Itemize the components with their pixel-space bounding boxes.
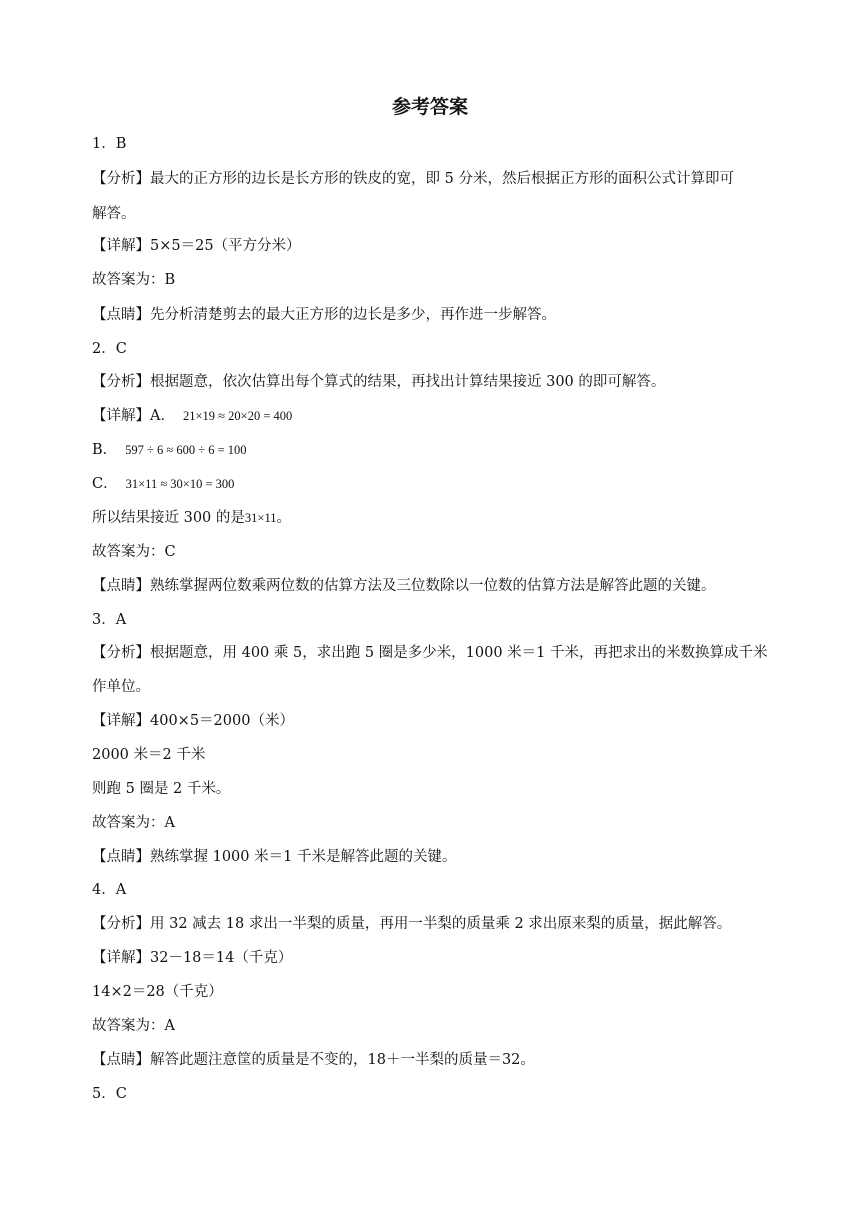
q3-step-3: 则跑 5 圈是 2 千米。 — [92, 781, 231, 797]
q2-c-formula: 31×11 ≈ 30×10 = 300 — [125, 477, 235, 491]
q3-comment: 【点睛】熟练掌握 1000 米＝1 千米是解答此题的关键。 — [92, 849, 457, 865]
q2-b-prefix: B． — [92, 442, 118, 458]
q2-detail-a — [92, 406, 790, 426]
q4-analysis: 【分析】用 32 减去 18 求出一半梨的质量，再用一半梨的质量乘 2 求出原来梨的质量，据此解答。 — [92, 916, 732, 932]
q2-c-prefix: C． — [92, 476, 118, 492]
q3-step-2: 2000 米＝2 千米 — [92, 747, 206, 763]
q3-analysis-line-2: 作单位。 — [92, 679, 150, 695]
q3-analysis-line-1: 【分析】根据题意，用 400 乘 5，求出跑 5 圈是多少米，1000 米＝1 千米，再把求出的米数换算成千米 — [92, 645, 768, 661]
q2-detail-prefix: 【详解】A． — [92, 408, 175, 424]
q2-result-formula: 31×11 — [244, 511, 277, 525]
q2-detail-b — [92, 440, 790, 460]
q2-detail-c — [92, 474, 790, 494]
q1-comment: 【点睛】先分析清楚剪去的最大正方形的边长是多少，再作进一步解答。 — [92, 307, 556, 323]
q2-b-formula: 597 ÷ 6 ≈ 600 ÷ 6 = 100 — [125, 443, 247, 457]
q4-step-2: 14×2＝28（千克） — [92, 984, 223, 1000]
q1-analysis-line-1: 【分析】最大的正方形的边长是长方形的铁皮的宽，即 5 分米，然后根据正方形的面积公式计算即可 — [92, 171, 734, 187]
q2-comment: 【点睛】熟练掌握两位数乘两位数的估算方法及三位数除以一位数的估算方法是解答此题的关键。 — [92, 578, 716, 594]
q4-number: 4．A — [92, 882, 127, 898]
q4-detail: 【详解】32－18＝14（千克） — [92, 950, 293, 966]
q5-number: 5．C — [92, 1086, 127, 1102]
q2-result-end: 。 — [276, 510, 291, 526]
q1-answer: 故答案为：B — [92, 272, 176, 288]
q4-comment: 【点睛】解答此题注意筐的质量是不变的，18＋一半梨的质量＝32。 — [92, 1052, 535, 1068]
q1-detail: 【详解】5×5＝25（平方分米） — [92, 238, 301, 254]
q1-number: 1．B — [92, 136, 127, 152]
q3-number: 3．A — [92, 612, 127, 628]
q2-answer: 故答案为：C — [92, 544, 176, 560]
q3-detail: 【详解】400×5＝2000（米） — [92, 713, 294, 729]
page-title: 参考答案 — [391, 96, 468, 118]
q2-analysis: 【分析】根据题意，依次估算出每个算式的结果，再找出计算结果接近 300 的即可解答。 — [92, 374, 666, 390]
q4-answer: 故答案为：A — [92, 1018, 175, 1034]
q2-result — [92, 508, 790, 528]
q2-number: 2．C — [92, 341, 127, 357]
q3-answer: 故答案为：A — [92, 815, 175, 831]
q1-analysis-line-2: 解答。 — [92, 206, 136, 222]
q2-detail-a-formula: 21×19 ≈ 20×20 = 400 — [182, 409, 293, 423]
q2-result-text: 所以结果接近 300 的是 — [92, 510, 245, 526]
